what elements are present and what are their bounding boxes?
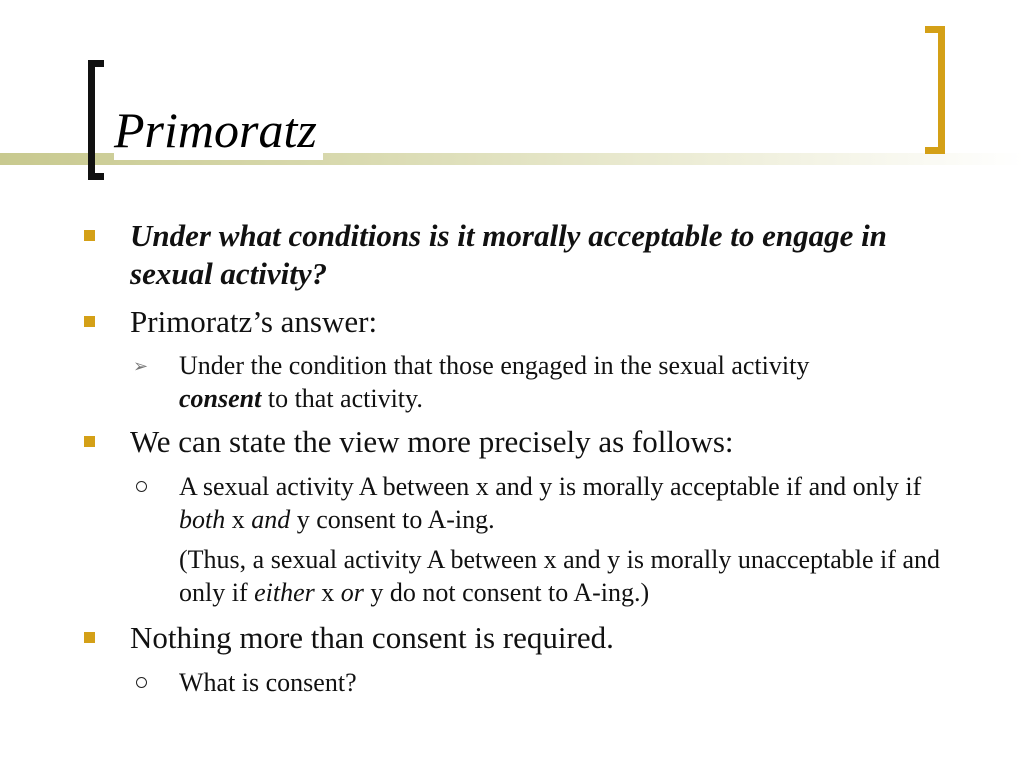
square-bullet-icon — [84, 632, 95, 643]
sub-bullet-unacceptable-text: (Thus, a sexual activity A between x and y is morally unacceptable if and only if — [179, 545, 940, 607]
sub-bullet-acceptable-x: x — [225, 505, 252, 534]
sub-bullet-answer — [179, 349, 969, 415]
bullet-precise-view: We can state the view more precisely as follows: — [130, 424, 734, 459]
slide-title: Primoratz — [114, 100, 323, 160]
sub-bullet-unacceptable-tail: y do not consent to A-ing.) — [363, 578, 650, 607]
bullet-answer-heading: Primoratz’s answer: — [130, 304, 378, 339]
bullet-question: Under what conditions is it morally acceptable to engage in sexual activity? — [130, 218, 887, 291]
bullet-nothing-more: Nothing more than consent is required. — [130, 620, 614, 655]
circle-bullet-icon — [136, 677, 147, 688]
emphasis-and: and — [251, 505, 291, 534]
sub-bullet-answer-text: Under the condition that those engaged in the sexual activity — [179, 351, 810, 380]
sub-bullet-what-is-consent: What is consent? — [179, 668, 357, 697]
sub-bullet-acceptable-text: A sexual activity A between x and y is morally acceptable if and only if — [179, 472, 922, 501]
circle-bullet-icon — [136, 481, 147, 492]
square-bullet-icon — [84, 316, 95, 327]
sub-bullet-unacceptable — [179, 543, 969, 609]
sub-bullet-answer-tail: to that activity. — [261, 384, 423, 413]
emphasis-either: either — [254, 578, 315, 607]
sub-bullet-acceptable — [179, 470, 969, 536]
emphasis-or: or — [340, 578, 364, 607]
square-bullet-icon — [84, 436, 95, 447]
square-bullet-icon — [84, 230, 95, 241]
arrow-bullet-icon: ➢ — [133, 356, 149, 376]
emphasis-consent: consent — [179, 384, 262, 413]
emphasis-both: both — [179, 505, 226, 534]
sub-bullet-acceptable-tail: y consent to A-ing. — [290, 505, 495, 534]
sub-bullet-unacceptable-x: x — [314, 578, 341, 607]
